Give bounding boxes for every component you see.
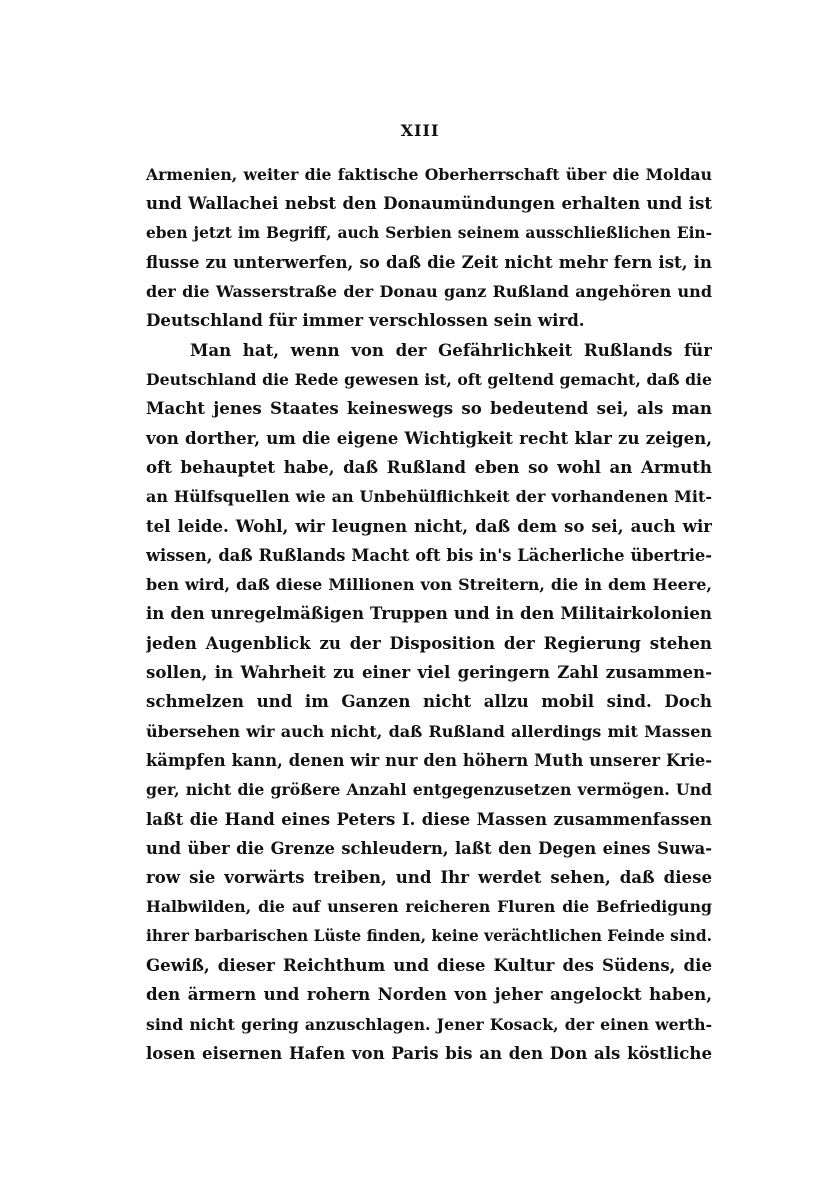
body-text — [146, 160, 712, 1068]
text-line: oft behauptet habe, daß Rußland eben so wohl an Armuth — [146, 456, 712, 477]
text-line: losen eisernen Hafen von Paris bis an den Don als köstliche — [146, 1042, 712, 1063]
text-line: ihrer barbarischen Lüste finden, keine verächtlichen Feinde sind. — [146, 926, 712, 945]
text-line: und über die Grenze schleudern, laßt den Degen eines Suwa- — [146, 838, 712, 858]
page-number: XIII — [400, 121, 440, 140]
text-line: laßt die Hand eines Peters I. diese Massen zusammenfassen — [146, 808, 712, 829]
text-line: Armenien, weiter die faktische Oberherrschaft über die Moldau — [146, 165, 712, 184]
text-line: ben wird, daß diese Millionen von Streitern, die in dem Heere, — [146, 575, 712, 595]
text-line: Halbwilden, die auf unseren reicheren Fluren die Befriedigung — [146, 897, 712, 917]
text-line: der die Wasserstraße der Donau ganz Rußland angehören und — [146, 282, 712, 302]
text-line: an Hülfsquellen wie an Unbehülflichkeit der vorhandenen Mit- — [146, 487, 712, 507]
text-line: flusse zu unterwerfen, so daß die Zeit nicht mehr fern ist, in — [146, 251, 712, 272]
text-line: Gewiß, dieser Reichthum und diese Kultur des Südens, die — [146, 955, 712, 976]
text-line: schmelzen und im Ganzen nicht allzu mobil sind. Doch — [146, 691, 712, 712]
paragraph-first-line: Man hat, wenn von der Gefährlichkeit Rußlands für — [190, 339, 712, 360]
text-line: jeden Augenblick zu der Disposition der Regierung stehen — [146, 632, 712, 653]
text-line: den ärmern und rohern Norden von jeher angelockt haben, — [146, 984, 712, 1005]
text-line: row sie vorwärts treiben, und Ihr werdet sehen, daß diese — [146, 867, 712, 888]
paragraph-last-line: Deutschland für immer verschlossen sein wird. — [146, 310, 585, 331]
text-line: sind nicht gering anzuschlagen. Jener Kosack, der einen werth- — [146, 1014, 712, 1034]
text-line: in den unregelmäßigen Truppen und in den Militairkolonien — [146, 603, 712, 624]
text-line: kämpfen kann, denen wir nur den höhern Muth unserer Krie- — [146, 750, 712, 770]
text-line: und Wallachei nebst den Donaumündungen erhalten und ist — [146, 193, 712, 214]
text-line: übersehen wir auch nicht, daß Rußland allerdings mit Massen — [146, 721, 712, 741]
text-line: sollen, in Wahrheit zu einer viel geringern Zahl zusammen- — [146, 662, 712, 683]
text-line: Macht jenes Staates keineswegs so bedeutend sei, als man — [146, 398, 712, 419]
text-line: eben jetzt im Begriff, auch Serbien seinem ausschließlichen Ein- — [146, 223, 712, 242]
text-line: Deutschland die Rede gewesen ist, oft geltend gemacht, daß die — [146, 370, 712, 390]
text-line: von dorther, um die eigene Wichtigkeit recht klar zu zeigen, — [146, 427, 712, 448]
text-line: wissen, daß Rußlands Macht oft bis in's Lächerliche übertrie- — [146, 545, 712, 565]
text-line: ger, nicht die größere Anzahl entgegenzusetzen vermögen. Und — [146, 780, 712, 800]
text-line: tel leide. Wohl, wir leugnen nicht, daß dem so sei, auch wir — [146, 515, 712, 536]
